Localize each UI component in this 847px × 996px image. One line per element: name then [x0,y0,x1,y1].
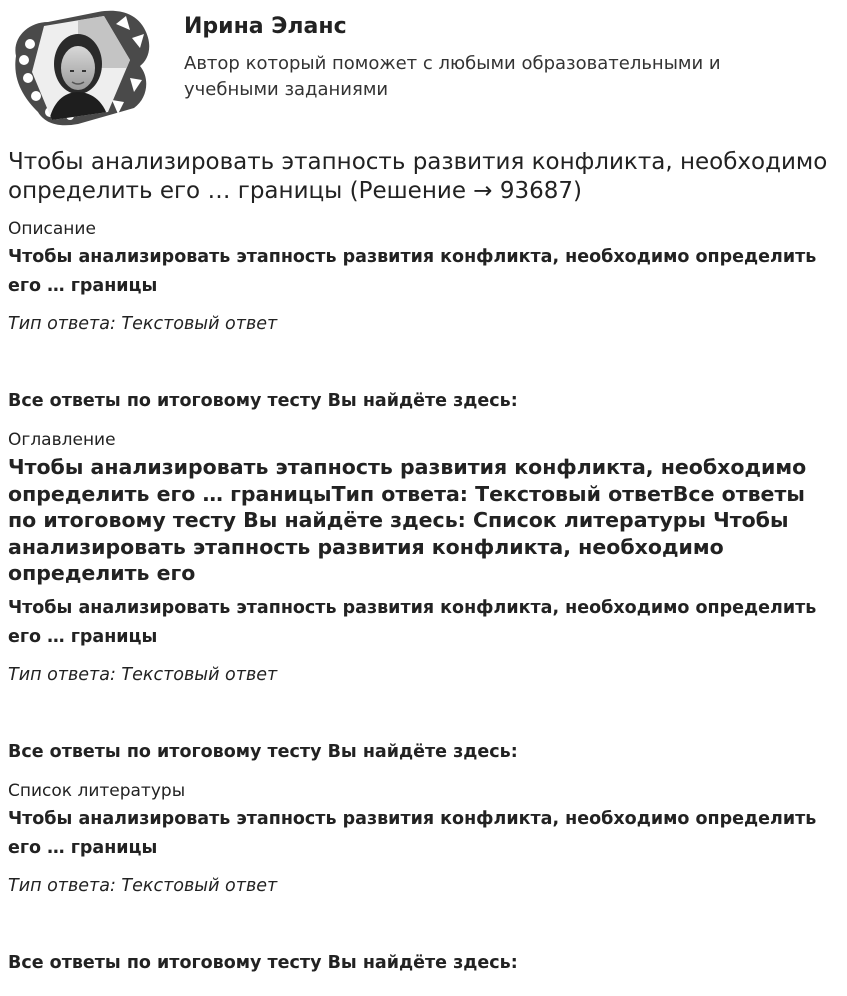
toc-all-answers-link[interactable]: Все ответы по итоговому тесту Вы найдёте здесь: [8,742,518,762]
author-avatar [8,8,150,126]
literature-question: Чтобы анализировать этапность развития конфликта, необходимо определить его … границы [8,809,817,858]
description-question: Чтобы анализировать этапность развития конфликта, необходимо определить его … границы [8,247,817,296]
author-name[interactable]: Ирина Эланс [184,14,347,39]
author-description: Автор который поможет с любыми образовательными и учебными заданиями [184,53,721,100]
literature-answer-type: Тип ответа: Текстовый ответ [8,876,278,896]
page-title: Чтобы анализировать этапность развития конфликта, необходимо определить его … границы (Решение → 93687) [8,149,828,204]
author-card [8,8,839,126]
toc-question: Чтобы анализировать этапность развития конфликта, необходимо определить его … границы [8,598,817,647]
toc-summary: Чтобы анализировать этапность развития конфликта, необходимо определить его … границыТип ответа: Текстовый ответВсе ответы по итоговому тесту Вы найдёте здесь: Список литературы Чтобы анализировать этапность развития конфликта, необходимо определить его [8,455,807,585]
description-answer-type: Тип ответа: Текстовый ответ [8,314,278,334]
description-all-answers-link[interactable]: Все ответы по итоговому тесту Вы найдёте здесь: [8,391,518,411]
literature-heading: Список литературы [8,781,186,801]
toc-answer-type: Тип ответа: Текстовый ответ [8,665,278,685]
toc-heading: Оглавление [8,430,116,450]
literature-all-answers-link[interactable]: Все ответы по итоговому тесту Вы найдёте здесь: [8,953,518,973]
description-heading: Описание [8,219,96,239]
